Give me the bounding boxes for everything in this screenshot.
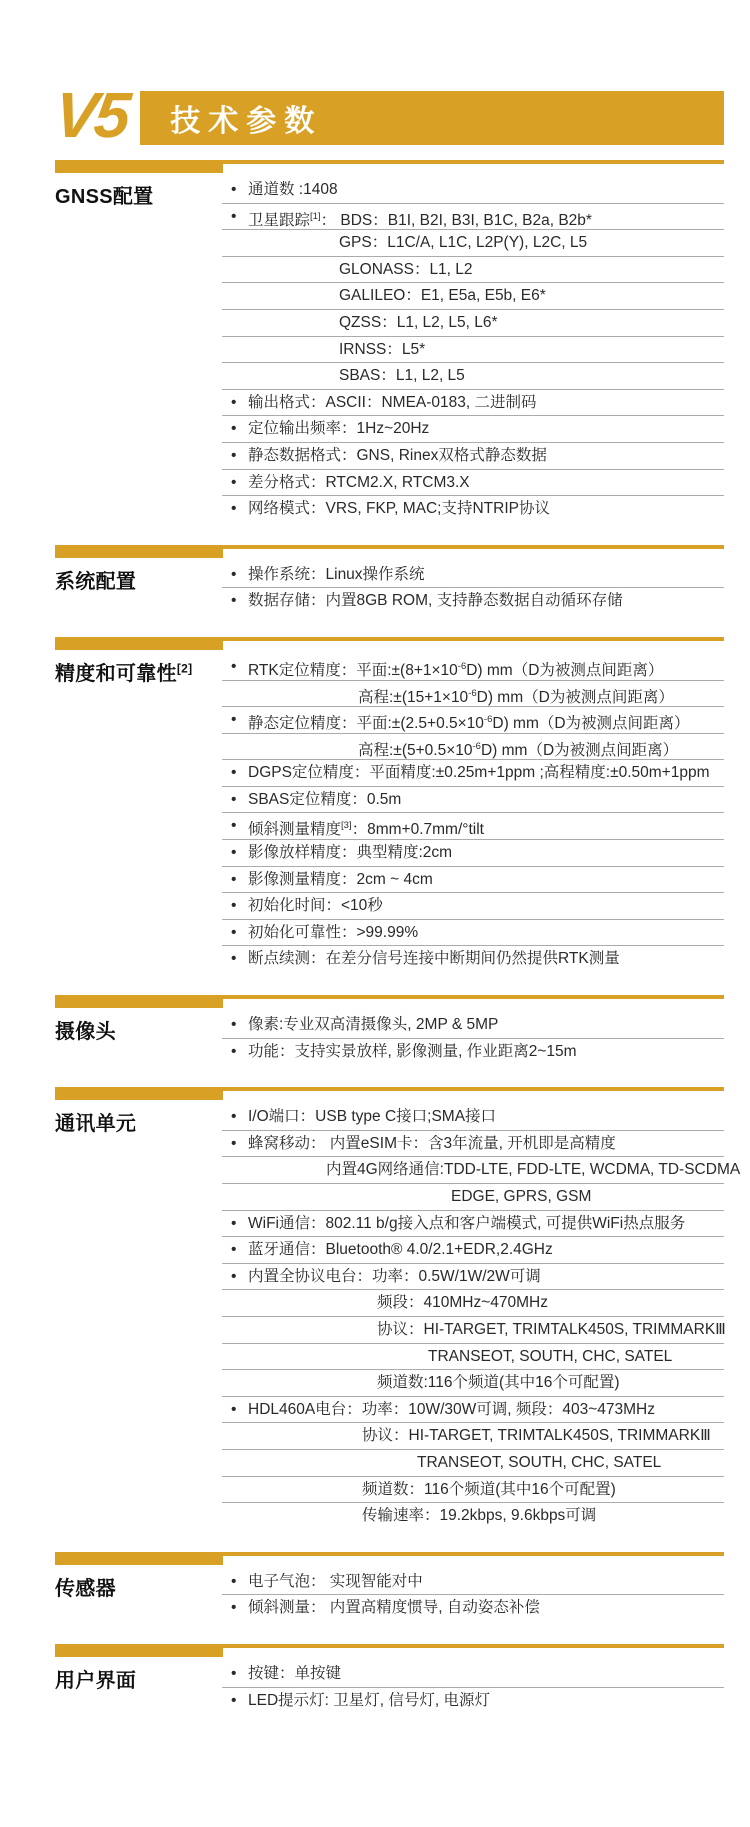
section-communication-unit bbox=[55, 1104, 741, 1530]
spec-text: 网络模式：VRS, FKP, MAC;支持NTRIP协议 bbox=[248, 500, 550, 518]
section-title-text: 系统配置 bbox=[55, 570, 137, 593]
spec-row bbox=[222, 390, 724, 417]
bullet-icon: • bbox=[231, 1241, 237, 1259]
spec-row bbox=[222, 416, 724, 443]
spec-text: 差分格式：RTCM2.X, RTCM3.X bbox=[248, 473, 470, 491]
spec-text: 频段：410MHz~470MHz bbox=[377, 1294, 548, 1312]
bullet-icon: • bbox=[231, 500, 237, 518]
spec-text: 功能：支持实景放样, 影像测量, 作业距离2~15m bbox=[248, 1042, 577, 1060]
section-title-text: 传感器 bbox=[55, 1577, 116, 1600]
divider-thin-rule bbox=[223, 637, 724, 641]
spec-text: 频道数：116个频道(其中16个可配置) bbox=[362, 1480, 616, 1498]
spec-row bbox=[222, 1264, 724, 1291]
section-title bbox=[55, 1661, 222, 1714]
spec-row bbox=[222, 1317, 724, 1344]
section-title bbox=[55, 1569, 222, 1622]
spec-text: 操作系统：Linux操作系统 bbox=[248, 565, 425, 583]
spec-text: 卫星跟踪 bbox=[248, 211, 311, 229]
divider-thick-bar bbox=[55, 545, 223, 558]
divider-thick-bar bbox=[55, 1644, 223, 1657]
spec-row bbox=[222, 1370, 724, 1397]
bullet-icon: • bbox=[231, 657, 237, 675]
divider-thick-bar bbox=[55, 637, 223, 650]
bullet-icon: • bbox=[231, 446, 237, 464]
spec-text: 像素:专业双高清摄像头, 2MP & 5MP bbox=[248, 1016, 499, 1034]
spec-row bbox=[222, 1104, 724, 1131]
spec-row bbox=[222, 177, 724, 204]
spec-row bbox=[222, 1397, 724, 1424]
spec-rows bbox=[222, 1569, 724, 1622]
section-divider bbox=[55, 1087, 724, 1100]
divider-thick-bar bbox=[55, 1552, 223, 1565]
spec-text: I/O端口：USB type C接口;SMA接口 bbox=[248, 1108, 497, 1126]
bullet-icon: • bbox=[231, 817, 237, 835]
divider-thin-rule bbox=[223, 1644, 724, 1648]
spec-text: 按键：单按键 bbox=[248, 1664, 342, 1682]
spec-text: D) mm（D为被测点间距离） bbox=[466, 662, 664, 680]
spec-text: D) mm（D为被测点间距离） bbox=[492, 715, 690, 733]
section-sensors bbox=[55, 1569, 724, 1622]
divider-thick-bar bbox=[55, 995, 223, 1008]
spec-text: 蜂窝移动： 内置eSIM卡：含3年流量, 开机即是高精度 bbox=[248, 1134, 616, 1152]
bullet-icon: • bbox=[231, 1572, 237, 1590]
spec-row bbox=[222, 204, 724, 231]
spec-row bbox=[222, 840, 724, 867]
exponent-sup: -6 bbox=[483, 714, 493, 726]
spec-text: SBAS定位精度：0.5m bbox=[248, 790, 402, 808]
spec-row bbox=[222, 1661, 724, 1688]
spec-text: 蓝牙通信：Bluetooth® 4.0/2.1+EDR,2.4GHz bbox=[248, 1241, 553, 1259]
bullet-icon: • bbox=[231, 764, 237, 782]
spec-row bbox=[222, 257, 724, 284]
spec-row bbox=[222, 654, 724, 681]
section-title-text: 精度和可靠性 bbox=[55, 662, 177, 685]
footnote-sup: [1] bbox=[310, 210, 321, 222]
section-system-config bbox=[55, 562, 724, 615]
spec-text: 传输速率：19.2kbps, 9.6kbps可调 bbox=[362, 1507, 597, 1525]
bullet-icon: • bbox=[231, 1134, 237, 1152]
spec-text: TRANSEOT, SOUTH, CHC, SATEL bbox=[417, 1453, 662, 1471]
section-title bbox=[55, 1012, 222, 1065]
section-gnss-config bbox=[55, 177, 724, 523]
spec-row bbox=[222, 1477, 724, 1504]
bullet-icon: • bbox=[231, 1664, 237, 1682]
spec-text: GLONASS：L1, L2 bbox=[339, 260, 473, 278]
spec-row bbox=[222, 760, 724, 787]
spec-text: 初始化时间：<10秒 bbox=[248, 897, 383, 915]
bullet-icon: • bbox=[231, 1267, 237, 1285]
bullet-icon: • bbox=[231, 923, 237, 941]
page-title-banner bbox=[140, 91, 724, 145]
spec-text: 高程:±(5+0.5×10 bbox=[358, 741, 473, 759]
spec-row bbox=[222, 867, 724, 894]
divider-thin-rule bbox=[223, 545, 724, 549]
spec-row bbox=[222, 1157, 741, 1184]
section-accuracy-reliability bbox=[55, 654, 724, 973]
spec-text: D) mm（D为被测点间距离） bbox=[476, 688, 674, 706]
section-divider bbox=[55, 637, 724, 650]
spec-row bbox=[222, 283, 724, 310]
divider-thick-bar bbox=[55, 1087, 223, 1100]
spec-text: 数据存储：内置8GB ROM, 支持静态数据自动循环存储 bbox=[248, 592, 623, 610]
section-title bbox=[55, 177, 222, 523]
exponent-sup: -6 bbox=[472, 740, 481, 752]
bullet-icon: • bbox=[231, 1016, 237, 1034]
spec-text: TRANSEOT, SOUTH, CHC, SATEL bbox=[428, 1347, 673, 1365]
spec-text: 定位输出频率：1Hz~20Hz bbox=[248, 420, 430, 438]
section-divider bbox=[55, 995, 724, 1008]
spec-row bbox=[222, 1423, 724, 1450]
spec-row bbox=[222, 588, 724, 615]
spec-text: 协议：HI-TARGET, TRIMTALK450S, TRIMMARKⅢ bbox=[362, 1427, 711, 1445]
spec-text: 影像测量精度：2cm ~ 4cm bbox=[248, 870, 433, 888]
spec-text: 影像放样精度：典型精度:2cm bbox=[248, 844, 453, 862]
section-divider bbox=[55, 1552, 724, 1565]
section-camera bbox=[55, 1012, 724, 1065]
spec-text: WiFi通信：802.11 b/g接入点和客户端模式, 可提供WiFi热点服务 bbox=[248, 1214, 686, 1232]
footnote-sup: [2] bbox=[176, 661, 193, 676]
spec-row bbox=[222, 946, 724, 973]
section-title-text: 摄像头 bbox=[55, 1021, 116, 1044]
bullet-icon: • bbox=[231, 950, 237, 968]
bullet-icon: • bbox=[231, 1599, 237, 1617]
page-title: 技术参数 bbox=[170, 105, 323, 138]
spec-text: 高程:±(15+1×10 bbox=[358, 688, 469, 706]
page-header bbox=[51, 79, 724, 151]
divider-thin-rule bbox=[223, 1552, 724, 1556]
bullet-icon: • bbox=[231, 897, 237, 915]
section-title-text: 通讯单元 bbox=[55, 1113, 137, 1136]
spec-row bbox=[222, 1039, 724, 1066]
section-title bbox=[55, 1104, 222, 1530]
spec-row bbox=[222, 1211, 724, 1238]
spec-text: HDL460A电台：功率：10W/30W可调, 频段：403~473MHz bbox=[248, 1400, 655, 1418]
spec-text: 通道数 :1408 bbox=[248, 181, 338, 198]
spec-text: 倾斜测量： 内置高精度惯导, 自动姿态补偿 bbox=[248, 1599, 540, 1617]
bullet-icon: • bbox=[231, 420, 237, 438]
spec-row bbox=[222, 920, 724, 947]
spec-text: GALILEO：E1, E5a, E5b, E6* bbox=[339, 287, 546, 305]
spec-row bbox=[222, 470, 724, 497]
section-title-text: 用户界面 bbox=[55, 1669, 137, 1692]
spec-row bbox=[222, 1012, 724, 1039]
spec-row bbox=[222, 1595, 724, 1622]
bullet-icon: • bbox=[231, 1214, 237, 1232]
spec-text: 初始化可靠性：>99.99% bbox=[248, 923, 419, 941]
spec-text: 静态数据格式：GNS, Rinex双格式静态数据 bbox=[248, 446, 547, 464]
spec-rows bbox=[222, 1012, 724, 1065]
spec-row bbox=[222, 337, 724, 364]
section-title bbox=[55, 654, 222, 973]
spec-rows bbox=[222, 654, 724, 973]
spec-rows bbox=[222, 1104, 741, 1530]
section-user-interface bbox=[55, 1661, 724, 1714]
bullet-icon: • bbox=[231, 1108, 237, 1126]
bullet-icon: • bbox=[231, 473, 237, 491]
spec-text: SBAS：L1, L2, L5 bbox=[339, 367, 465, 385]
spec-text: 断点续测：在差分信号连接中断期间仍然提供RTK测量 bbox=[248, 950, 620, 968]
divider-thin-rule bbox=[223, 160, 724, 164]
spec-rows bbox=[222, 177, 724, 523]
bullet-icon: • bbox=[231, 592, 237, 610]
spec-row bbox=[222, 1237, 724, 1264]
spec-text: 内置全协议电台：功率：0.5W/1W/2W可调 bbox=[248, 1267, 541, 1285]
spec-row bbox=[222, 681, 724, 708]
spec-text: ： BDS：B1I, B2I, B3I, B1C, B2a, B2b* bbox=[320, 211, 592, 229]
spec-text: 内置4G网络通信:TDD-LTE, FDD-LTE, WCDMA, TD-SCDMA bbox=[326, 1161, 741, 1179]
spec-row bbox=[222, 893, 724, 920]
bullet-icon: • bbox=[231, 1400, 237, 1418]
spec-rows bbox=[222, 1661, 724, 1714]
spec-text: IRNSS：L5* bbox=[339, 340, 426, 358]
exponent-sup: -6 bbox=[457, 660, 467, 672]
footnote-sup: [3] bbox=[341, 820, 352, 832]
spec-row bbox=[222, 813, 724, 840]
section-divider bbox=[55, 545, 724, 558]
bullet-icon: • bbox=[231, 393, 237, 411]
section-divider bbox=[55, 160, 724, 173]
spec-row bbox=[222, 707, 724, 734]
spec-row bbox=[222, 496, 724, 523]
bullet-icon: • bbox=[231, 1042, 237, 1060]
spec-row bbox=[222, 310, 724, 337]
spec-text: EDGE, GPRS, GSM bbox=[451, 1188, 592, 1205]
spec-text: 协议：HI-TARGET, TRIMTALK450S, TRIMMARKⅢ bbox=[377, 1320, 726, 1338]
spec-row bbox=[222, 1184, 724, 1211]
bullet-icon: • bbox=[231, 565, 237, 583]
spec-text: QZSS：L1, L2, L5, L6* bbox=[339, 313, 498, 331]
section-divider bbox=[55, 1644, 724, 1657]
bullet-icon: • bbox=[231, 844, 237, 862]
spec-text: GPS：L1C/A, L1C, L2P(Y), L2C, L5 bbox=[339, 234, 588, 252]
divider-thin-rule bbox=[223, 1087, 724, 1091]
bullet-icon: • bbox=[231, 870, 237, 888]
spec-text: DGPS定位精度：平面精度:±0.25m+1ppm ;高程精度:±0.50m+1ppm bbox=[248, 764, 710, 782]
spec-text: 倾斜测量精度 bbox=[248, 821, 342, 839]
bullet-icon: • bbox=[231, 207, 237, 225]
spec-row bbox=[222, 1503, 724, 1530]
section-title-text: GNSS配置 bbox=[55, 186, 154, 208]
spec-text: 输出格式：ASCII：NMEA-0183, 二进制码 bbox=[248, 393, 537, 411]
spec-text: LED提示灯: 卫星灯, 信号灯, 电源灯 bbox=[248, 1691, 490, 1709]
spec-row bbox=[222, 1344, 724, 1371]
spec-text: RTK定位精度：平面:±(8+1×10 bbox=[248, 662, 458, 680]
v5-logo: V5 bbox=[51, 79, 132, 151]
bullet-icon: • bbox=[231, 181, 237, 198]
bullet-icon: • bbox=[231, 711, 237, 729]
divider-thin-rule bbox=[223, 995, 724, 999]
spec-text: ：8mm+0.7mm/°tilt bbox=[351, 821, 484, 839]
divider-thick-bar bbox=[55, 160, 223, 173]
bullet-icon: • bbox=[231, 790, 237, 808]
spec-row bbox=[222, 443, 724, 470]
spec-row bbox=[222, 1450, 724, 1477]
spec-row bbox=[222, 363, 724, 390]
spec-row bbox=[222, 1569, 724, 1596]
spec-row bbox=[222, 787, 724, 814]
spec-row bbox=[222, 562, 724, 589]
exponent-sup: -6 bbox=[468, 687, 477, 699]
spec-rows bbox=[222, 562, 724, 615]
spec-text: 静态定位精度：平面:±(2.5+0.5×10 bbox=[248, 715, 484, 733]
bullet-icon: • bbox=[231, 1691, 237, 1709]
section-title bbox=[55, 562, 222, 615]
spec-row bbox=[222, 1131, 724, 1158]
spec-row bbox=[222, 1688, 724, 1715]
spec-row bbox=[222, 230, 724, 257]
spec-row bbox=[222, 1290, 724, 1317]
spec-text: 频道数:116个频道(其中16个可配置) bbox=[377, 1374, 620, 1392]
spec-text: D) mm（D为被测点间距离） bbox=[480, 741, 679, 759]
spec-text: 电子气泡： 实现智能对中 bbox=[248, 1572, 423, 1590]
spec-row bbox=[222, 734, 724, 761]
